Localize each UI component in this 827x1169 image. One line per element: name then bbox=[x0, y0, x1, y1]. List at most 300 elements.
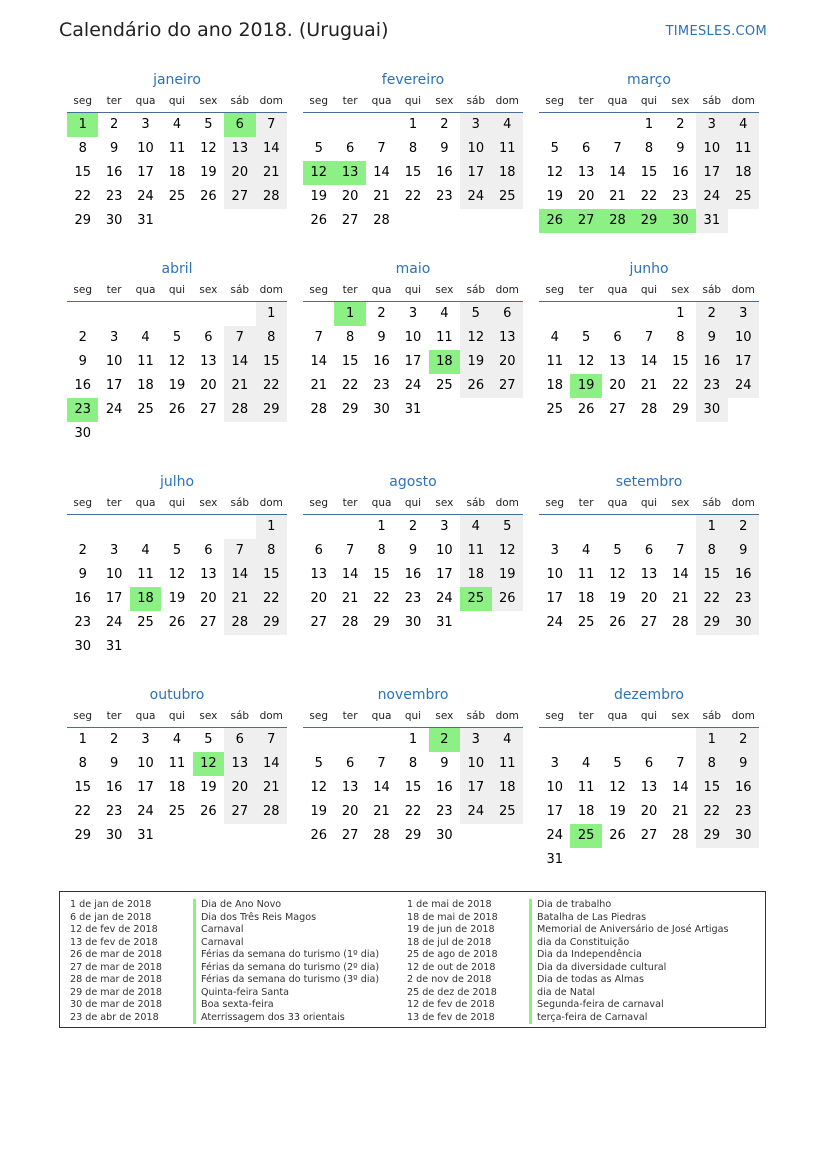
weekday-label: seg bbox=[73, 284, 93, 296]
month-name: dezembro bbox=[614, 687, 684, 703]
day-cell: 4 bbox=[141, 543, 150, 558]
week-row bbox=[539, 728, 759, 752]
week-row bbox=[539, 113, 759, 137]
week-row bbox=[67, 635, 287, 659]
day-cell: 27 bbox=[200, 615, 217, 630]
empty-cell bbox=[665, 728, 696, 752]
day-cell: 7 bbox=[345, 543, 355, 558]
day-cell: 5 bbox=[492, 515, 523, 539]
legend-date: 29 de mar de 2018 bbox=[70, 986, 162, 998]
day-cell: 4 bbox=[440, 306, 449, 321]
month-name: abril bbox=[161, 261, 193, 277]
day-cell: 30 bbox=[373, 402, 390, 417]
day-cell: 26 bbox=[310, 213, 327, 228]
week-row bbox=[303, 185, 523, 209]
weekday-label: qua bbox=[135, 497, 156, 509]
day-cell: 20 bbox=[640, 804, 658, 819]
legend-date: 19 de jun de 2018 bbox=[407, 924, 495, 935]
day-cell: 11 bbox=[137, 567, 154, 582]
day-cell: 19 bbox=[609, 591, 626, 606]
week-row bbox=[303, 515, 523, 539]
empty-cell bbox=[193, 635, 224, 659]
day-cell: 25 bbox=[460, 587, 491, 611]
day-cell: 13 bbox=[334, 161, 365, 185]
week-row bbox=[67, 398, 287, 422]
day-cell: 18 bbox=[460, 563, 491, 587]
week-row bbox=[303, 326, 523, 350]
day-cell: 25 bbox=[577, 615, 595, 630]
legend-date: 30 de mar de 2018 bbox=[70, 999, 162, 1010]
day-cell: 26 bbox=[310, 828, 327, 843]
day-cell: 18 bbox=[546, 378, 563, 393]
day-cell: 12 bbox=[168, 354, 186, 369]
day-cell: 3 bbox=[550, 756, 559, 771]
day-cell: 7 bbox=[256, 728, 287, 752]
day-cell: 20 bbox=[341, 189, 359, 204]
empty-cell bbox=[570, 113, 601, 137]
weekday-label: sáb bbox=[702, 497, 722, 509]
day-cell: 12 bbox=[460, 326, 491, 350]
month-outubro bbox=[67, 685, 287, 848]
day-cell: 27 bbox=[224, 185, 255, 209]
day-cell: 2 bbox=[109, 732, 119, 747]
weekday-label: qua bbox=[607, 497, 628, 509]
day-cell: 23 bbox=[404, 591, 422, 606]
day-cell: 21 bbox=[224, 587, 255, 611]
week-row bbox=[539, 539, 759, 563]
empty-cell bbox=[256, 209, 287, 233]
day-cell: 24 bbox=[105, 402, 123, 417]
week-row bbox=[539, 398, 759, 422]
day-cell: 15 bbox=[74, 165, 91, 180]
day-cell: 2 bbox=[78, 330, 87, 345]
legend-holiday-name: Boa sexta-feira bbox=[193, 999, 379, 1012]
day-cell: 4 bbox=[172, 117, 182, 132]
weekday-label: qua bbox=[371, 284, 392, 296]
page-title: Calendário do ano 2018. (Uruguai) bbox=[59, 19, 389, 41]
day-cell: 28 bbox=[602, 209, 633, 233]
weekday-label: qui bbox=[640, 710, 658, 722]
day-cell: 22 bbox=[74, 804, 91, 819]
empty-cell bbox=[303, 302, 334, 326]
legend-date: 6 de jan de 2018 bbox=[70, 911, 152, 923]
day-cell: 22 bbox=[74, 189, 91, 204]
empty-cell bbox=[67, 302, 98, 326]
day-cell: 10 bbox=[105, 567, 123, 582]
empty-cell bbox=[696, 848, 727, 872]
weekday-label: seg bbox=[545, 95, 565, 107]
week-row bbox=[303, 113, 523, 137]
day-cell: 30 bbox=[74, 426, 91, 441]
day-cell: 20 bbox=[224, 161, 255, 185]
weekday-label: seg bbox=[73, 497, 93, 509]
day-cell: 28 bbox=[341, 615, 359, 630]
day-cell: 29 bbox=[696, 824, 727, 848]
legend-date: 18 de mai de 2018 bbox=[407, 911, 498, 923]
day-cell: 7 bbox=[377, 756, 386, 771]
day-cell: 3 bbox=[408, 306, 418, 321]
day-cell: 6 bbox=[581, 141, 591, 156]
day-cell: 25 bbox=[436, 378, 453, 393]
day-cell: 13 bbox=[310, 567, 327, 582]
weekday-label: sex bbox=[671, 284, 690, 296]
empty-cell bbox=[539, 113, 570, 137]
month-setembro bbox=[539, 472, 759, 635]
empty-cell bbox=[602, 515, 633, 539]
day-cell: 10 bbox=[696, 137, 727, 161]
weekday-label: sáb bbox=[230, 284, 250, 296]
day-cell: 14 bbox=[373, 165, 390, 180]
day-cell: 14 bbox=[224, 563, 255, 587]
day-cell: 1 bbox=[334, 302, 365, 326]
day-cell: 17 bbox=[546, 804, 563, 819]
legend-holiday-name: Carnaval bbox=[193, 937, 379, 950]
day-cell: 27 bbox=[200, 402, 217, 417]
month-name: agosto bbox=[389, 474, 437, 490]
day-cell: 3 bbox=[728, 302, 759, 326]
week-row bbox=[539, 326, 759, 350]
day-cell: 28 bbox=[373, 213, 390, 228]
weekday-label: dom bbox=[259, 284, 283, 296]
legend-date-column bbox=[407, 899, 498, 1024]
weekday-label: qui bbox=[168, 497, 186, 509]
empty-cell bbox=[633, 848, 664, 872]
day-cell: 31 bbox=[436, 615, 453, 630]
legend-holiday-name: Segunda-feira de carnaval bbox=[529, 999, 728, 1012]
week-row bbox=[67, 422, 287, 446]
day-cell: 19 bbox=[609, 804, 626, 819]
legend-holiday-name: Batalha de Las Piedras bbox=[529, 912, 728, 925]
day-cell: 19 bbox=[546, 189, 563, 204]
week-row bbox=[303, 563, 523, 587]
day-cell: 7 bbox=[676, 756, 685, 771]
month-name: setembro bbox=[615, 474, 683, 490]
empty-cell bbox=[256, 635, 287, 659]
day-cell: 16 bbox=[105, 780, 123, 795]
day-cell: 1 bbox=[696, 728, 727, 752]
empty-cell bbox=[460, 611, 491, 635]
day-cell: 4 bbox=[141, 330, 150, 345]
weekday-label: qui bbox=[404, 710, 422, 722]
day-cell: 3 bbox=[550, 543, 559, 558]
empty-cell bbox=[303, 728, 334, 752]
day-cell: 9 bbox=[676, 141, 685, 156]
month-novembro bbox=[303, 685, 523, 848]
weekday-label: qua bbox=[607, 284, 628, 296]
week-row bbox=[539, 137, 759, 161]
day-cell: 4 bbox=[492, 728, 523, 752]
day-cell: 7 bbox=[377, 141, 386, 156]
day-cell: 21 bbox=[640, 378, 658, 393]
empty-cell bbox=[602, 113, 633, 137]
day-cell: 24 bbox=[546, 615, 563, 630]
week-row bbox=[67, 563, 287, 587]
empty-cell bbox=[602, 848, 633, 872]
day-cell: 26 bbox=[577, 402, 595, 417]
week-row bbox=[303, 728, 523, 752]
weekday-label: sex bbox=[671, 95, 690, 107]
weekday-label: sáb bbox=[230, 710, 250, 722]
month-março bbox=[539, 70, 759, 233]
legend-date: 25 de ago de 2018 bbox=[407, 949, 498, 960]
week-row bbox=[303, 776, 523, 800]
legend-date-column bbox=[70, 899, 162, 1024]
weekday-label: qua bbox=[371, 497, 392, 509]
day-cell: 15 bbox=[341, 354, 359, 369]
day-cell: 30 bbox=[696, 398, 727, 422]
month-name: fevereiro bbox=[381, 72, 445, 88]
empty-cell bbox=[539, 515, 570, 539]
weekday-label: sex bbox=[435, 95, 454, 107]
weekday-label: dom bbox=[731, 497, 755, 509]
day-cell: 5 bbox=[581, 330, 591, 345]
week-row bbox=[67, 539, 287, 563]
day-cell: 13 bbox=[492, 326, 523, 350]
week-row bbox=[67, 185, 287, 209]
day-cell: 12 bbox=[577, 354, 595, 369]
day-cell: 28 bbox=[373, 828, 390, 843]
day-cell: 21 bbox=[224, 374, 255, 398]
day-cell: 29 bbox=[404, 828, 422, 843]
weekday-label: seg bbox=[309, 497, 329, 509]
day-cell: 21 bbox=[609, 189, 626, 204]
day-cell: 12 bbox=[303, 161, 334, 185]
legend-date: 1 de jan de 2018 bbox=[70, 899, 152, 910]
weekday-label: ter bbox=[106, 284, 122, 296]
day-cell: 20 bbox=[224, 776, 255, 800]
empty-cell bbox=[633, 728, 664, 752]
day-cell: 27 bbox=[492, 374, 523, 398]
empty-cell bbox=[193, 302, 224, 326]
weekday-label: qui bbox=[404, 95, 422, 107]
week-row bbox=[303, 800, 523, 824]
day-cell: 12 bbox=[609, 567, 626, 582]
day-cell: 18 bbox=[429, 350, 460, 374]
day-cell: 14 bbox=[373, 780, 390, 795]
day-cell: 11 bbox=[728, 137, 759, 161]
weekday-label: seg bbox=[73, 710, 93, 722]
day-cell: 2 bbox=[728, 728, 759, 752]
weekday-label: qui bbox=[404, 497, 422, 509]
empty-cell bbox=[665, 515, 696, 539]
day-cell: 23 bbox=[105, 189, 123, 204]
day-cell: 11 bbox=[577, 567, 595, 582]
day-cell: 6 bbox=[224, 113, 255, 137]
legend-name-column bbox=[529, 899, 728, 1024]
week-row bbox=[539, 611, 759, 635]
day-cell: 13 bbox=[200, 567, 217, 582]
week-row bbox=[67, 350, 287, 374]
day-cell: 19 bbox=[200, 165, 217, 180]
day-cell: 20 bbox=[200, 591, 217, 606]
empty-cell bbox=[728, 209, 759, 233]
day-cell: 2 bbox=[728, 515, 759, 539]
day-cell: 19 bbox=[570, 374, 601, 398]
day-cell: 1 bbox=[408, 732, 418, 747]
day-cell: 27 bbox=[341, 213, 359, 228]
week-row bbox=[539, 800, 759, 824]
day-cell: 29 bbox=[341, 402, 359, 417]
day-cell: 27 bbox=[640, 828, 658, 843]
day-cell: 28 bbox=[256, 185, 287, 209]
day-cell: 24 bbox=[105, 615, 123, 630]
day-cell: 31 bbox=[137, 828, 154, 843]
day-cell: 1 bbox=[644, 117, 654, 132]
legend-holiday-name: Quinta-feira Santa bbox=[193, 987, 379, 1000]
day-cell: 23 bbox=[74, 615, 91, 630]
day-cell: 21 bbox=[256, 776, 287, 800]
day-cell: 7 bbox=[613, 141, 622, 156]
week-row bbox=[67, 161, 287, 185]
weekday-label: ter bbox=[342, 710, 358, 722]
day-cell: 9 bbox=[377, 330, 386, 345]
day-cell: 4 bbox=[460, 515, 491, 539]
day-cell: 10 bbox=[436, 543, 453, 558]
day-cell: 8 bbox=[256, 326, 287, 350]
weekday-header bbox=[539, 279, 759, 302]
empty-cell bbox=[130, 302, 161, 326]
empty-cell bbox=[366, 728, 397, 752]
weekday-label: sex bbox=[435, 710, 454, 722]
empty-cell bbox=[224, 515, 255, 539]
legend-holiday-name: Memorial de Aniversário de José Artigas bbox=[529, 924, 728, 937]
day-cell: 20 bbox=[577, 189, 595, 204]
brand-link[interactable]: TIMESLES.COM bbox=[665, 24, 767, 39]
empty-cell bbox=[98, 515, 129, 539]
empty-cell bbox=[161, 824, 192, 848]
day-cell: 23 bbox=[728, 587, 759, 611]
day-cell: 15 bbox=[404, 780, 422, 795]
day-cell: 6 bbox=[644, 756, 654, 771]
day-cell: 18 bbox=[577, 804, 595, 819]
day-cell: 9 bbox=[440, 141, 449, 156]
weekday-label: sex bbox=[671, 710, 690, 722]
empty-cell bbox=[460, 398, 491, 422]
day-cell: 15 bbox=[696, 776, 727, 800]
empty-cell bbox=[224, 824, 255, 848]
day-cell: 23 bbox=[696, 374, 727, 398]
weekday-label: seg bbox=[309, 95, 329, 107]
day-cell: 30 bbox=[665, 209, 696, 233]
month-name: outubro bbox=[149, 687, 205, 703]
day-cell: 2 bbox=[109, 117, 119, 132]
weekday-header bbox=[67, 705, 287, 728]
month-name: janeiro bbox=[153, 72, 201, 88]
weekday-label: seg bbox=[73, 95, 93, 107]
day-cell: 6 bbox=[644, 543, 654, 558]
weekday-label: seg bbox=[309, 710, 329, 722]
day-cell: 13 bbox=[640, 780, 658, 795]
weekday-label: sex bbox=[671, 497, 690, 509]
day-cell: 15 bbox=[404, 165, 422, 180]
day-cell: 4 bbox=[550, 330, 559, 345]
weekday-label: sáb bbox=[702, 95, 722, 107]
day-cell: 9 bbox=[78, 567, 87, 582]
day-cell: 3 bbox=[696, 113, 727, 137]
day-cell: 9 bbox=[696, 326, 727, 350]
legend-holiday-name: Dia da Independência bbox=[529, 949, 728, 962]
day-cell: 20 bbox=[492, 350, 523, 374]
legend-holiday-name: Férias da semana do turismo (2º dia) bbox=[193, 962, 379, 975]
day-cell: 28 bbox=[310, 402, 327, 417]
day-cell: 16 bbox=[436, 780, 453, 795]
day-cell: 24 bbox=[460, 800, 491, 824]
legend-date: 13 de fev de 2018 bbox=[70, 936, 158, 948]
empty-cell bbox=[130, 635, 161, 659]
day-cell: 3 bbox=[141, 117, 150, 132]
day-cell: 24 bbox=[137, 804, 154, 819]
day-cell: 30 bbox=[728, 611, 759, 635]
week-row bbox=[67, 209, 287, 233]
day-cell: 9 bbox=[728, 752, 759, 776]
holiday-legend bbox=[59, 891, 766, 1028]
empty-cell bbox=[193, 824, 224, 848]
weekday-header bbox=[303, 705, 523, 728]
day-cell: 6 bbox=[345, 756, 355, 771]
day-cell: 10 bbox=[137, 756, 154, 771]
week-row bbox=[539, 302, 759, 326]
day-cell: 8 bbox=[408, 756, 418, 771]
month-name: julho bbox=[159, 474, 195, 490]
day-cell: 10 bbox=[546, 567, 563, 582]
day-cell: 9 bbox=[109, 756, 119, 771]
month-name: maio bbox=[395, 261, 431, 277]
day-cell: 25 bbox=[728, 185, 759, 209]
day-cell: 30 bbox=[105, 213, 123, 228]
empty-cell bbox=[602, 728, 633, 752]
day-cell: 2 bbox=[676, 117, 685, 132]
day-cell: 16 bbox=[696, 350, 727, 374]
weekday-label: ter bbox=[106, 710, 122, 722]
day-cell: 6 bbox=[613, 330, 622, 345]
month-junho bbox=[539, 259, 759, 422]
day-cell: 30 bbox=[436, 828, 453, 843]
day-cell: 5 bbox=[204, 732, 213, 747]
legend-date: 26 de mar de 2018 bbox=[70, 949, 162, 960]
week-row bbox=[539, 350, 759, 374]
weekday-label: qua bbox=[135, 710, 156, 722]
weekday-header bbox=[67, 279, 287, 302]
weekday-label: sáb bbox=[466, 710, 486, 722]
day-cell: 4 bbox=[728, 113, 759, 137]
day-cell: 28 bbox=[224, 611, 255, 635]
day-cell: 2 bbox=[440, 117, 449, 132]
legend-date: 12 de fev de 2018 bbox=[70, 924, 158, 935]
day-cell: 24 bbox=[404, 378, 422, 393]
day-cell: 2 bbox=[696, 302, 727, 326]
day-cell: 17 bbox=[696, 161, 727, 185]
weekday-header bbox=[303, 492, 523, 515]
day-cell: 19 bbox=[460, 350, 491, 374]
day-cell: 18 bbox=[492, 161, 523, 185]
month-name: novembro bbox=[377, 687, 449, 703]
weekday-header bbox=[539, 705, 759, 728]
day-cell: 7 bbox=[644, 330, 654, 345]
day-cell: 13 bbox=[341, 780, 359, 795]
weekday-label: qui bbox=[640, 284, 658, 296]
day-cell: 4 bbox=[581, 756, 591, 771]
day-cell: 18 bbox=[492, 776, 523, 800]
month-fevereiro bbox=[303, 70, 523, 233]
day-cell: 22 bbox=[256, 374, 287, 398]
day-cell: 13 bbox=[224, 752, 255, 776]
day-cell: 29 bbox=[74, 828, 91, 843]
empty-cell bbox=[460, 209, 491, 233]
day-cell: 5 bbox=[314, 141, 323, 156]
legend-holiday-name: Dia de trabalho bbox=[529, 899, 728, 912]
empty-cell bbox=[492, 209, 523, 233]
empty-cell bbox=[193, 209, 224, 233]
